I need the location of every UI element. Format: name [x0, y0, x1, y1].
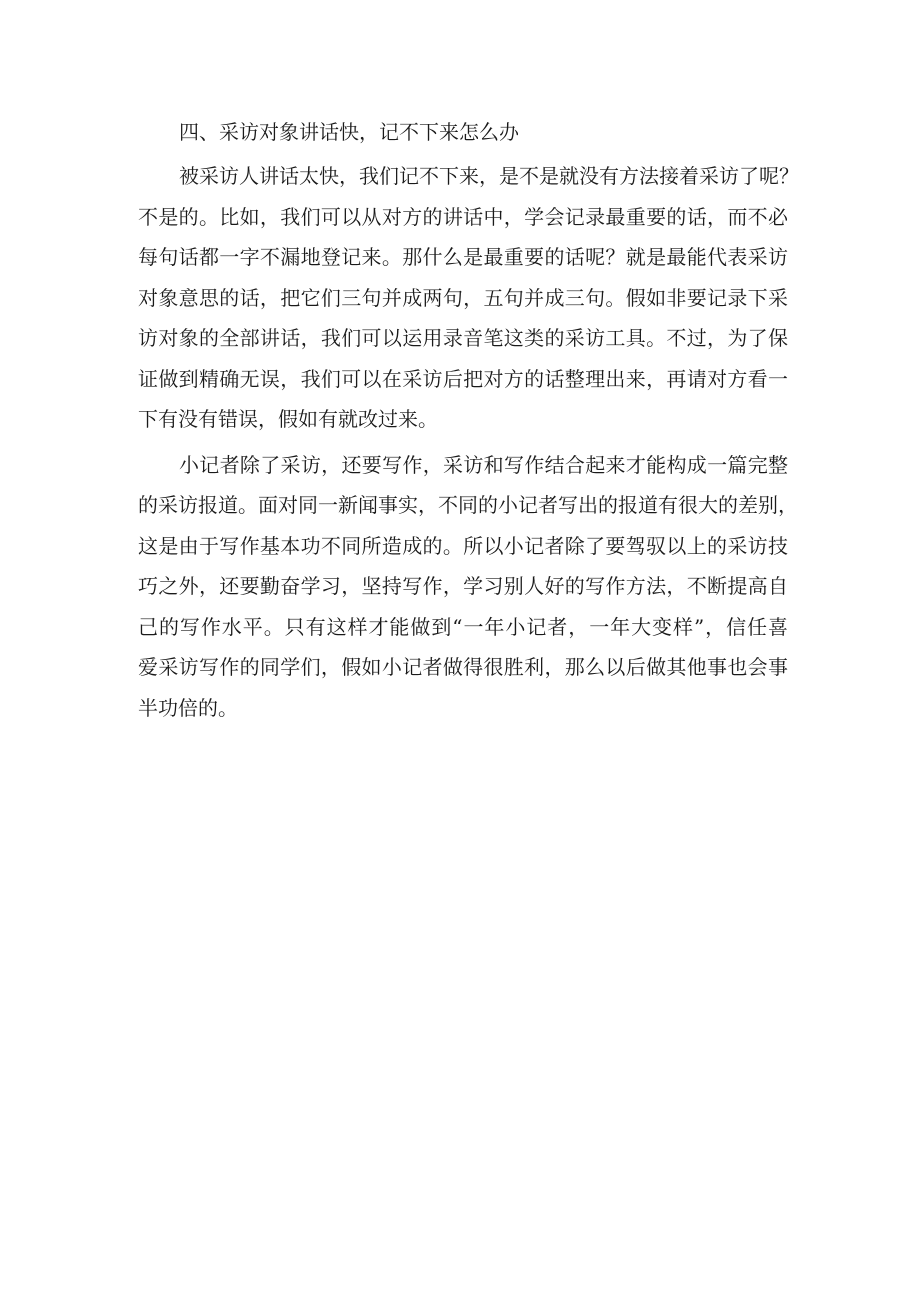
document-body [138, 112, 799, 728]
paragraph-line: 巧之外，还要勤奋学习，坚持写作，学习别人好的写作方法，不断提高自 [138, 574, 788, 598]
paragraph-line: 每句话都一字不漏地登记来。那什么是最重要的话呢？就是最能代表采访 [138, 245, 788, 269]
paragraph-line: 不是的。比如，我们可以从对方的讲话中，学会记录最重要的话，而不必 [138, 204, 788, 229]
paragraph-line: 这是由于写作基本功不同所造成的。所以小记者除了要驾驭以上的采访技 [138, 533, 788, 558]
paragraph-2 [138, 445, 798, 729]
paragraph-line: 访对象的全部讲话，我们可以运用录音笔这类的采访工具。不过，为了保 [138, 326, 788, 350]
paragraph-line: 半功倍的。 [138, 695, 238, 720]
paragraph-line: 的采访报道。面对同一新闻事实，不同的小记者写出的报道有很大的差别， [138, 493, 798, 517]
paragraph-1 [138, 156, 799, 440]
paragraph-line: 被采访人讲话太快，我们记不下来，是不是就没有方法接着采访了呢？ [179, 164, 799, 188]
paragraph-line: 己的写作水平。只有这样才能做到“一年小记者，一年大变样”，信任喜 [138, 614, 788, 639]
paragraph-line: 对象意思的话，把它们三句并成两句，五句并成三句。假如非要记录下采 [138, 285, 788, 310]
paragraph-line: 小记者除了采访，还要写作，采访和写作结合起来才能构成一篇完整 [179, 452, 788, 477]
paragraph-line: 下有没有错误，假如有就改过来。 [138, 407, 438, 431]
section-heading: 四、采访对象讲话快，记不下来怎么办 [179, 120, 519, 144]
paragraph-line: 证做到精确无误，我们可以在采访后把对方的话整理出来，再请对方看一 [138, 366, 788, 391]
paragraph-line: 爱采访写作的同学们，假如小记者做得很胜利，那么以后做其他事也会事 [138, 655, 788, 679]
